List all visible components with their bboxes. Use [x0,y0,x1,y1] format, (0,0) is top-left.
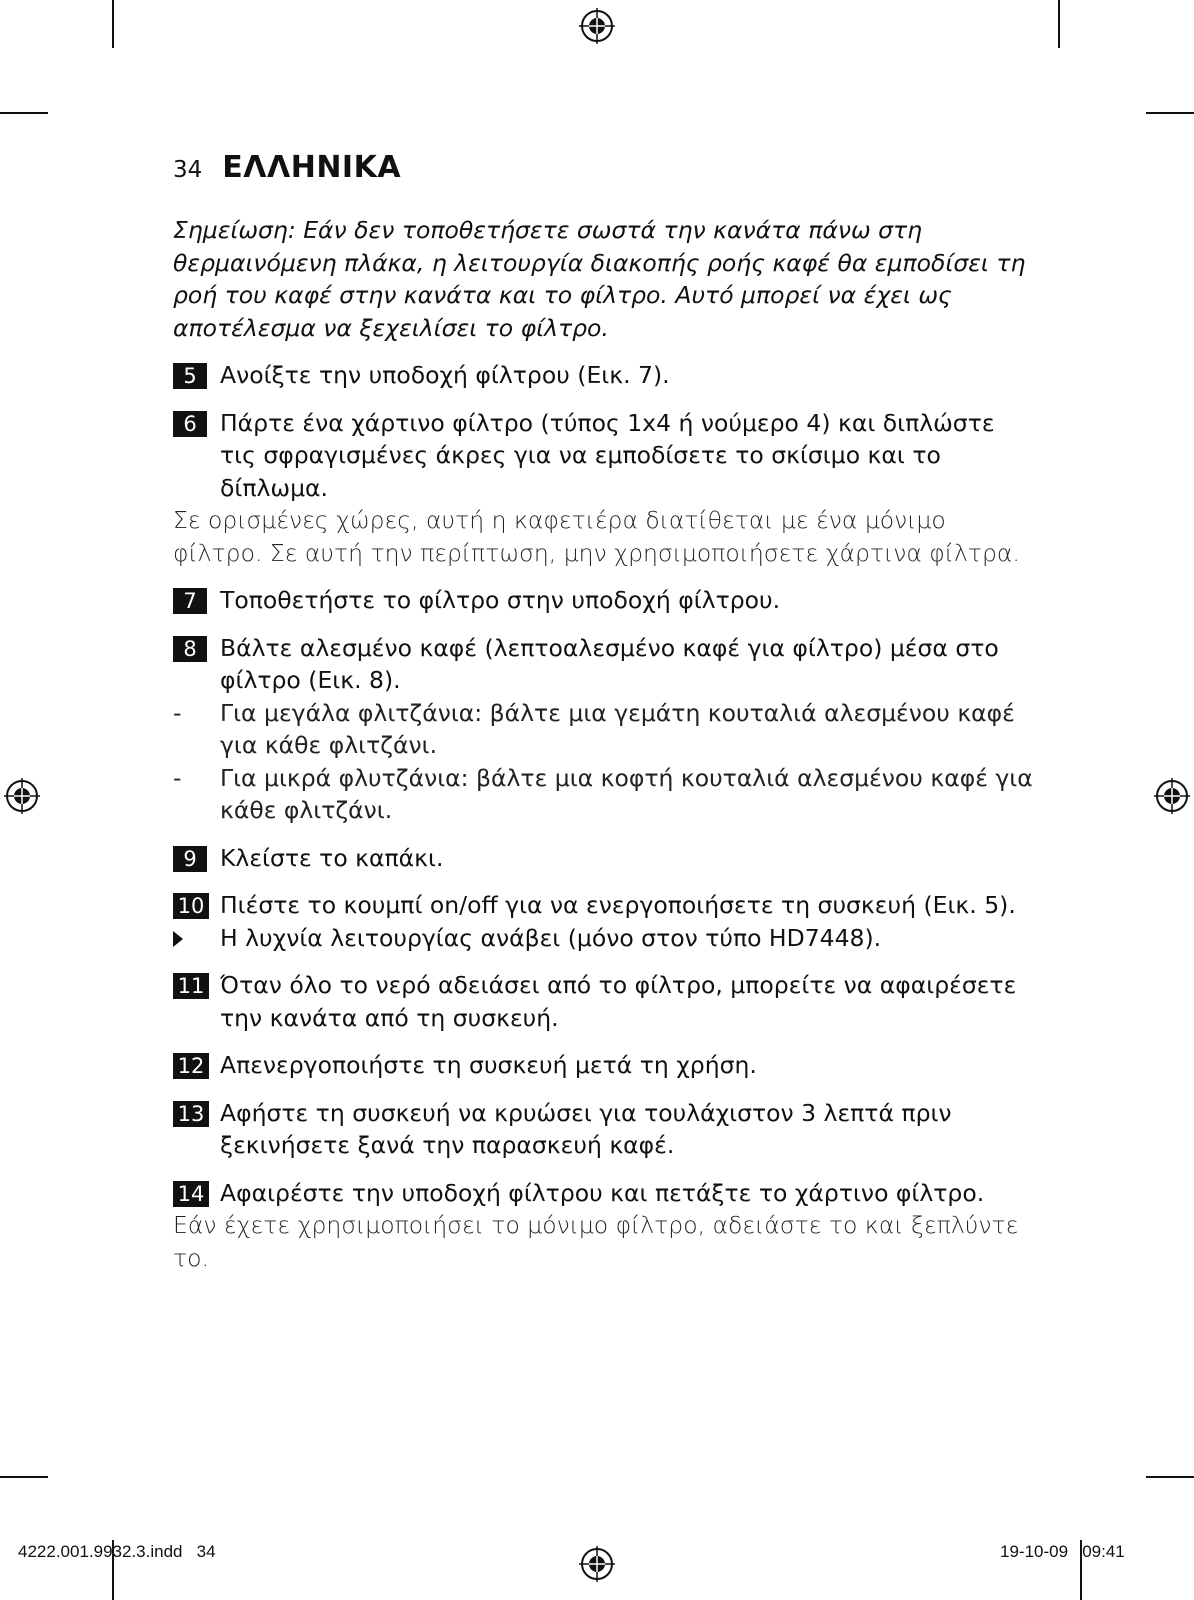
step-item [173,632,1033,697]
step-item [173,842,1033,875]
step-text: Τοποθετήστε το φίλτρο στην υποδοχή φίλτρου. [220,586,781,614]
sub-list-item [173,697,1033,762]
step-item [173,407,1033,505]
step-block [173,889,1033,954]
step-followup-text: Σε ορισμένες χώρες, αυτή η καφετιέρα διατίθεται με ένα μόνιμο φίλτρο. Σε αυτή την περίπτωση, μην χρησιμοποιήσετε χάρτινα φίλτρα. [173,506,1020,567]
step-text: Βάλτε αλεσμένο καφέ (λεπτοαλεσμένο καφέ για φίλτρο) μέσα στο φίλτρο (Εικ. 8). [220,633,999,694]
step-item [173,1049,1033,1082]
sub-item-text: Για μεγάλα φλιτζάνια: βάλτε μια γεμάτη κουταλιά αλεσμένου καφέ για κάθε φλιτζάνι. [220,698,1015,759]
crop-mark-bottom-right-horizontal [1146,1476,1194,1478]
step-block [173,842,1033,875]
step-number-badge: 5 [173,363,207,389]
step-item [173,584,1033,617]
step-block [173,632,1033,827]
step-text: Όταν όλο το νερό αδειάσει από το φίλτρο, μπορείτε να αφαιρέσετε την κανάτα από τη συσκευή. [220,971,1017,1032]
step-block [173,1049,1033,1082]
step-item [173,969,1033,1034]
step-text: Αφήστε τη συσκευή να κρυώσει για τουλάχιστον 3 λεπτά πριν ξεκινήσετε ξανά την παρασκευή καφέ. [220,1098,952,1159]
footer-date: 19-10-09 09:41 [1000,1542,1125,1561]
result-item [173,922,1033,955]
step-item [173,1097,1033,1162]
step-number-badge: 12 [173,1053,209,1079]
step-block [173,1177,1033,1275]
result-text: Η λυχνία λειτουργίας ανάβει (μόνο στον τύπο HD7448). [220,923,882,952]
main-content [173,214,1033,1289]
step-number-badge: 8 [173,636,207,662]
step-text: Πάρτε ένα χάρτινο φίλτρο (τύπος 1x4 ή νούμερο 4) και διπλώστε τις σφραγισμένες άκρες για να εμποδίσετε το σκίσιμο και το δίπλωμα. [220,408,995,502]
step-block [173,584,1033,617]
step-followup-text: Εάν έχετε χρησιμοποιήσει το μόνιμο φίλτρο, αδειάστε το και ξεπλύντε το. [173,1211,1019,1272]
step-number-badge: 7 [173,588,207,614]
step-text: Κλείστε το καπάκι. [220,843,444,872]
step-number-badge: 14 [173,1181,209,1207]
step-block [173,1097,1033,1162]
step-text: Ανοίξτε την υποδοχή φίλτρου (Εικ. 7). [220,361,670,389]
registration-mark-icon [579,1546,615,1582]
crop-mark-top-left-vertical [112,0,114,48]
step-item [173,359,1033,392]
step-number-badge: 11 [173,973,209,999]
page-title: ΕΛΛΗΝΙΚΑ [222,150,402,185]
step-text: Πιέστε το κουμπί on/off για να ενεργοποιήσετε τη συσκευή (Εικ. 5). [220,891,1016,919]
step-text: Αφαιρέστε την υποδοχή φίλτρου και πετάξτε το χάρτινο φίλτρο. [220,1178,985,1207]
result-arrow-icon [173,931,183,947]
step-number-badge: 9 [173,846,207,872]
crop-mark-bottom-left-horizontal [0,1476,48,1478]
dash-marker: - [173,763,182,792]
footer-file-name: 4222.001.9932.3.indd 34 [18,1542,216,1561]
note-paragraph: Σημείωση: Εάν δεν τοποθετήσετε σωστά την κανάτα πάνω στη θερμαινόμενη πλάκα, η λειτουργία διακοπής ροής καφέ θα εμποδίσει τη ροή του καφέ στην κανάτα και το φίλτρο. Αυτό μπορεί να έχει ως αποτέλεσμα να ξεχειλίσει το φίλτρο. [173,216,1026,342]
step-item [173,889,1033,922]
registration-mark-icon [4,778,40,814]
page-header [173,150,401,185]
step-item [173,1177,1033,1210]
step-block [173,359,1033,392]
step-number-badge: 10 [173,893,209,919]
dash-marker: - [173,698,182,727]
step-block [173,969,1033,1034]
crop-mark-top-left-horizontal [0,112,48,114]
page-number: 34 [173,157,203,183]
crop-mark-top-right-vertical [1058,0,1060,48]
step-block [173,407,1033,570]
crop-mark-top-right-horizontal [1146,112,1194,114]
step-number-badge: 6 [173,411,207,437]
sub-list-item [173,762,1033,827]
registration-mark-icon [579,8,615,44]
registration-mark-icon [1154,778,1190,814]
step-text: Απενεργοποιήστε τη συσκευή μετά τη χρήση. [220,1051,757,1079]
step-number-badge: 13 [173,1101,209,1127]
sub-item-text: Για μικρά φλυτζάνια: βάλτε μια κοφτή κουταλιά αλεσμένου καφέ για κάθε φλιτζάνι. [220,763,1033,824]
